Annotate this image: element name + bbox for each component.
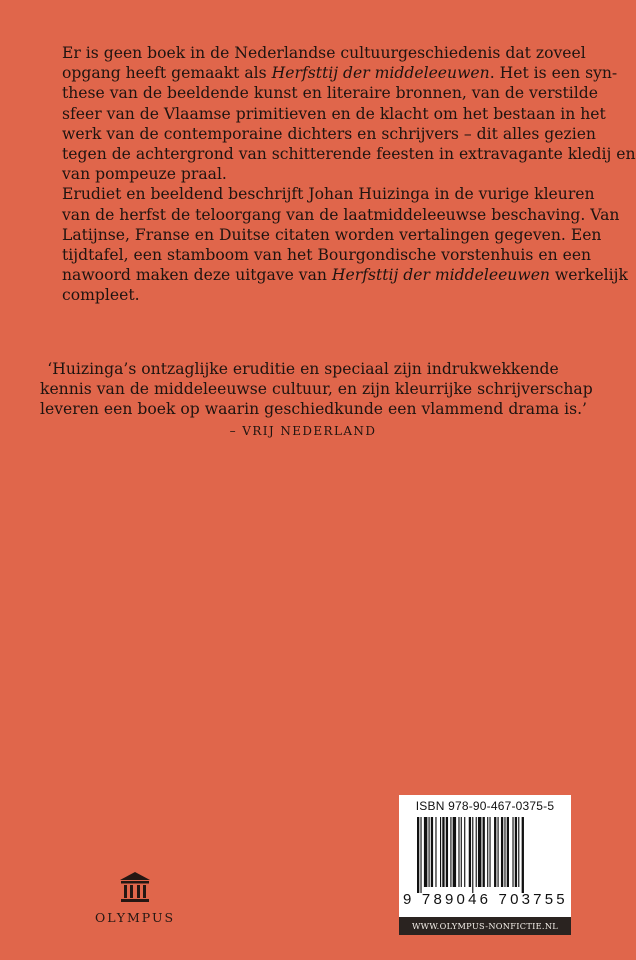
quote-line: kennis van de middeleeuwse cultuur, en zijn kleurrijke schrijverschap <box>40 380 593 399</box>
barcode-bar <box>417 817 419 893</box>
barcode-bar <box>450 817 451 887</box>
blurb-line: these van de beeldende kunst en literaire bronnen, van de verstilde <box>62 84 598 103</box>
temple-icon <box>118 870 152 904</box>
isbn-label: ISBN 978-90-467-0375-5 <box>415 799 555 813</box>
text-segment: . Het is een syn- <box>489 64 618 83</box>
barcode-bar <box>515 817 517 887</box>
publisher-url: WWW.OLYMPUS-NONFICTIE.NL <box>399 917 571 935</box>
blurb-line <box>62 265 628 285</box>
blurb-line <box>62 63 618 83</box>
barcode-bar <box>420 817 421 893</box>
barcode-bar <box>431 817 433 887</box>
barcode-bar <box>507 817 509 887</box>
blurb-line: tijdtafel, een stamboom van het Bourgondische vorstenhuis en een <box>62 246 592 265</box>
press-quote <box>40 359 593 441</box>
text-segment: opgang heeft gemaakt als <box>62 64 272 83</box>
blurb-line: Latijnse, Franse en Duitse citaten worden vertalingen gegeven. Een <box>62 225 602 244</box>
book-title: Herfsttij der middeleeuwen <box>271 64 490 83</box>
barcode-bar <box>522 817 524 893</box>
barcode-bar <box>478 817 481 887</box>
barcode-bar <box>453 817 456 887</box>
isbn-barcode-box <box>399 795 571 935</box>
barcode-bar <box>483 817 485 887</box>
barcode-bar <box>487 817 488 887</box>
barcode-digits: 9 789046 703755 <box>403 891 568 908</box>
barcode-bar <box>498 817 499 887</box>
barcode-bar <box>472 817 473 893</box>
barcode-bar <box>429 817 430 887</box>
text-segment: nawoord maken deze uitgave van <box>62 266 332 285</box>
barcode-bar <box>501 817 503 887</box>
barcode-bar <box>446 817 448 887</box>
quote-line: ‘Huizinga’s ontzaglijke eruditie en speciaal zijn indrukwekkende <box>47 360 559 378</box>
barcode-bar <box>494 817 496 887</box>
blurb-line: Er is geen boek in de Nederlandse cultuurgeschiedenis dat zoveel <box>62 44 586 62</box>
barcode-bar <box>435 817 436 887</box>
barcode-bar <box>476 817 477 887</box>
barcode-bars <box>417 817 555 893</box>
blurb-line: van pompeuze praal. <box>62 165 227 184</box>
blurb-line: werk van de contemporaine dichters en schrijvers – dit alles gezien <box>62 124 596 143</box>
barcode-bar <box>440 817 441 887</box>
book-title: Herfsttij der middeleeuwen <box>331 266 550 285</box>
barcode-bar <box>458 817 459 887</box>
barcode-bar <box>442 817 444 887</box>
publisher-logo <box>90 870 180 925</box>
blurb-line: compleet. <box>62 286 140 305</box>
text-segment: werkelijk <box>549 266 628 285</box>
barcode-bar <box>464 817 465 887</box>
barcode-bar <box>504 817 505 887</box>
quote-line: leveren een boek op waarin geschiedkunde een vlammend drama is.’ <box>40 400 588 419</box>
quote-source: – VRIJ NEDERLAND <box>229 423 377 438</box>
blurb-line: tegen de achtergrond van schitterende feesten in extravagante kledij en <box>62 145 636 164</box>
blurb-line: van de herfst de teloorgang van de laatmiddeleeuwse beschaving. Van <box>62 205 620 224</box>
barcode-bar <box>469 817 471 887</box>
barcode-bar <box>424 817 427 887</box>
blurb-line: Erudiet en beeldend beschrijft Johan Huizinga in de vurige kleuren <box>62 185 595 204</box>
back-cover-blurb <box>62 43 636 306</box>
publisher-name: OLYMPUS <box>94 910 176 925</box>
barcode-bar <box>489 817 490 887</box>
blurb-line: sfeer van de Vlaamse primitieven en de klacht om het bestaan in het <box>62 104 606 123</box>
barcode-bar <box>512 817 513 887</box>
barcode-bar <box>518 817 519 887</box>
barcode-bar <box>461 817 462 887</box>
